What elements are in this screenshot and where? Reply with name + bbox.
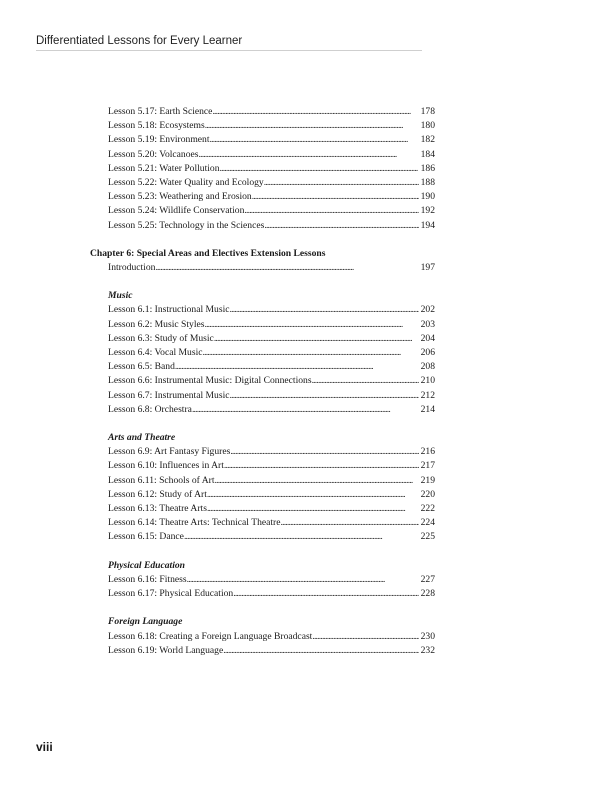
section-heading-arts-theatre: Arts and Theatre xyxy=(108,432,176,444)
dot-leader xyxy=(205,119,419,133)
dot-leader xyxy=(230,389,419,403)
toc-entry-label: Lesson 6.8: Orchestra xyxy=(108,403,192,415)
toc-entry-page: 184 xyxy=(420,148,435,160)
toc-entry-label: Lesson 6.7: Instrumental Music xyxy=(108,389,230,401)
toc-entry[interactable] xyxy=(90,133,435,147)
toc-entry-page: 228 xyxy=(420,588,435,600)
toc-entry[interactable] xyxy=(90,644,435,658)
toc-entry[interactable] xyxy=(90,332,435,346)
toc-entry-label: Introduction xyxy=(108,262,156,274)
toc-entry[interactable] xyxy=(90,204,435,218)
toc-entry[interactable] xyxy=(90,516,435,530)
dot-leader xyxy=(230,303,419,317)
dot-leader xyxy=(220,162,419,176)
dot-leader xyxy=(184,530,419,544)
toc-entry-page: 197 xyxy=(420,262,435,274)
toc-entry-label: Lesson 6.5: Band xyxy=(108,361,175,373)
dot-leader xyxy=(223,644,418,658)
toc-entry-page: 188 xyxy=(420,177,435,189)
toc-entry-page: 225 xyxy=(420,531,435,543)
toc-entry-page: 227 xyxy=(420,573,435,585)
toc-entry-label: Lesson 6.3: Study of Music xyxy=(108,332,214,344)
toc-entry-label: Lesson 6.1: Instructional Music xyxy=(108,304,230,316)
toc-entry-label: Lesson 6.19: World Language xyxy=(108,644,224,656)
toc-entry-page: 206 xyxy=(420,347,435,359)
dot-leader xyxy=(215,474,419,488)
toc-entry[interactable] xyxy=(90,119,435,133)
toc-entry-label: Lesson 5.22: Water Quality and Ecology xyxy=(108,177,264,189)
toc-entry[interactable] xyxy=(90,630,435,644)
header-rule xyxy=(36,50,422,51)
toc-entry[interactable] xyxy=(90,502,435,516)
toc-entry[interactable] xyxy=(90,474,435,488)
toc-entry-page: 217 xyxy=(420,460,435,472)
toc-entry-page: 224 xyxy=(420,517,435,529)
toc-entry-page: 220 xyxy=(420,488,435,500)
toc-entry[interactable] xyxy=(90,303,435,317)
toc-entry[interactable] xyxy=(90,318,435,332)
dot-leader xyxy=(281,516,419,530)
toc-entry-label: Lesson 5.17: Earth Science xyxy=(108,106,213,117)
toc-entry-label: Lesson 5.18: Ecosystems xyxy=(108,120,205,132)
dot-leader xyxy=(175,360,419,374)
toc-entry[interactable] xyxy=(90,389,435,403)
toc-entry[interactable] xyxy=(90,219,435,233)
dot-leader xyxy=(312,374,419,388)
dot-leader xyxy=(212,105,418,119)
toc-entry[interactable] xyxy=(90,346,435,360)
toc-entry-page: 204 xyxy=(420,332,435,344)
toc-entry-page: 190 xyxy=(420,191,435,203)
section-heading-physical-education: Physical Education xyxy=(108,559,186,571)
toc-entry-page: 232 xyxy=(420,644,435,656)
toc-entry-label: Lesson 6.13: Theatre Arts xyxy=(108,503,207,515)
toc-entry[interactable] xyxy=(90,530,435,544)
lesson-list-top xyxy=(90,105,435,233)
toc-entry[interactable] xyxy=(90,459,435,473)
dot-leader xyxy=(207,488,419,502)
dot-leader xyxy=(264,176,419,190)
toc-entry-page: 210 xyxy=(420,375,435,387)
dot-leader xyxy=(214,332,419,346)
page-number: viii xyxy=(36,740,53,754)
toc-entry-label: Lesson 6.6: Instrumental Music: Digital Connections xyxy=(108,375,312,387)
dot-leader xyxy=(312,630,418,644)
toc-entry-label: Lesson 6.9: Art Fantasy Figures xyxy=(108,446,231,458)
toc-entry-label: Lesson 6.4: Vocal Music xyxy=(108,347,203,359)
toc-entry-page: 180 xyxy=(420,120,435,132)
dot-leader xyxy=(187,573,419,587)
toc-entry-label: Lesson 5.25: Technology in the Sciences xyxy=(108,219,265,231)
toc-entry[interactable] xyxy=(90,573,435,587)
toc-entry-label: Lesson 5.23: Weathering and Erosion xyxy=(108,191,252,203)
toc-entry-page: 208 xyxy=(420,361,435,373)
section-heading-foreign-language: Foreign Language xyxy=(108,616,183,628)
dot-leader xyxy=(155,261,418,275)
toc-entry-label: Lesson 6.17: Physical Education xyxy=(108,588,234,600)
toc-entry-page: 202 xyxy=(420,304,435,316)
dot-leader xyxy=(192,403,419,417)
toc-entry-label: Lesson 6.12: Study of Art xyxy=(108,488,207,500)
toc-entry-page: 203 xyxy=(420,318,435,330)
dot-leader xyxy=(233,587,418,601)
dot-leader xyxy=(203,346,419,360)
toc-entry-label: Lesson 6.11: Schools of Art xyxy=(108,474,215,486)
toc-entry-label: Lesson 6.2: Music Styles xyxy=(108,318,205,330)
toc-entry-page: 192 xyxy=(420,205,435,217)
toc-entry-label: Lesson 5.24: Wildlife Conservation xyxy=(108,205,245,217)
toc-entry-label: Lesson 6.10: Influences in Art xyxy=(108,460,224,472)
toc-entry-page: 212 xyxy=(420,389,435,401)
dot-leader xyxy=(210,133,419,147)
toc-entry-page: 194 xyxy=(420,219,435,231)
toc-entry-label: Lesson 5.20: Volcanoes xyxy=(108,148,199,160)
toc-entry[interactable] xyxy=(90,374,435,388)
toc-entry-introduction[interactable] xyxy=(90,261,435,275)
toc-entry-page: 219 xyxy=(420,474,435,486)
toc-entry[interactable] xyxy=(90,190,435,204)
dot-leader xyxy=(244,204,418,218)
dot-leader xyxy=(207,502,419,516)
toc-entry-label: Lesson 6.14: Theatre Arts: Technical Theatre xyxy=(108,517,281,529)
dot-leader xyxy=(264,219,418,233)
toc-entry-label: Lesson 6.18: Creating a Foreign Language Broadcast xyxy=(108,630,313,642)
chapter-heading: Chapter 6: Special Areas and Electives Extension Lessons xyxy=(90,247,326,259)
toc-entry-page: 186 xyxy=(420,162,435,174)
toc-entry[interactable] xyxy=(90,488,435,502)
toc-entry[interactable] xyxy=(90,445,435,459)
toc-entry-page: 222 xyxy=(420,503,435,515)
toc-entry-label: Lesson 6.16: Fitness xyxy=(108,573,187,585)
toc-entry-page: 182 xyxy=(420,134,435,146)
dot-leader xyxy=(230,445,418,459)
toc-entry[interactable] xyxy=(90,360,435,374)
running-head: Differentiated Lessons for Every Learner xyxy=(36,35,243,47)
toc-entry-page: 214 xyxy=(420,403,435,415)
toc-entry[interactable] xyxy=(90,105,435,119)
section-heading-music: Music xyxy=(108,290,133,302)
toc-entry-label: Lesson 5.19: Environment xyxy=(108,134,210,146)
toc-entry-page: 216 xyxy=(420,446,435,458)
toc-entry-page: 230 xyxy=(420,630,435,642)
dot-leader xyxy=(252,190,419,204)
toc-entry[interactable] xyxy=(90,403,435,417)
toc-entry-page: 178 xyxy=(420,106,435,117)
table-of-contents xyxy=(90,105,435,658)
toc-entry[interactable] xyxy=(90,587,435,601)
toc-entry[interactable] xyxy=(90,162,435,176)
toc-entry[interactable] xyxy=(90,176,435,190)
dot-leader xyxy=(204,318,418,332)
toc-entry-label: Lesson 5.21: Water Pollution xyxy=(108,162,220,174)
toc-entry-label: Lesson 6.15: Dance xyxy=(108,531,184,543)
dot-leader xyxy=(224,459,419,473)
dot-leader xyxy=(199,148,419,162)
toc-entry[interactable] xyxy=(90,148,435,162)
